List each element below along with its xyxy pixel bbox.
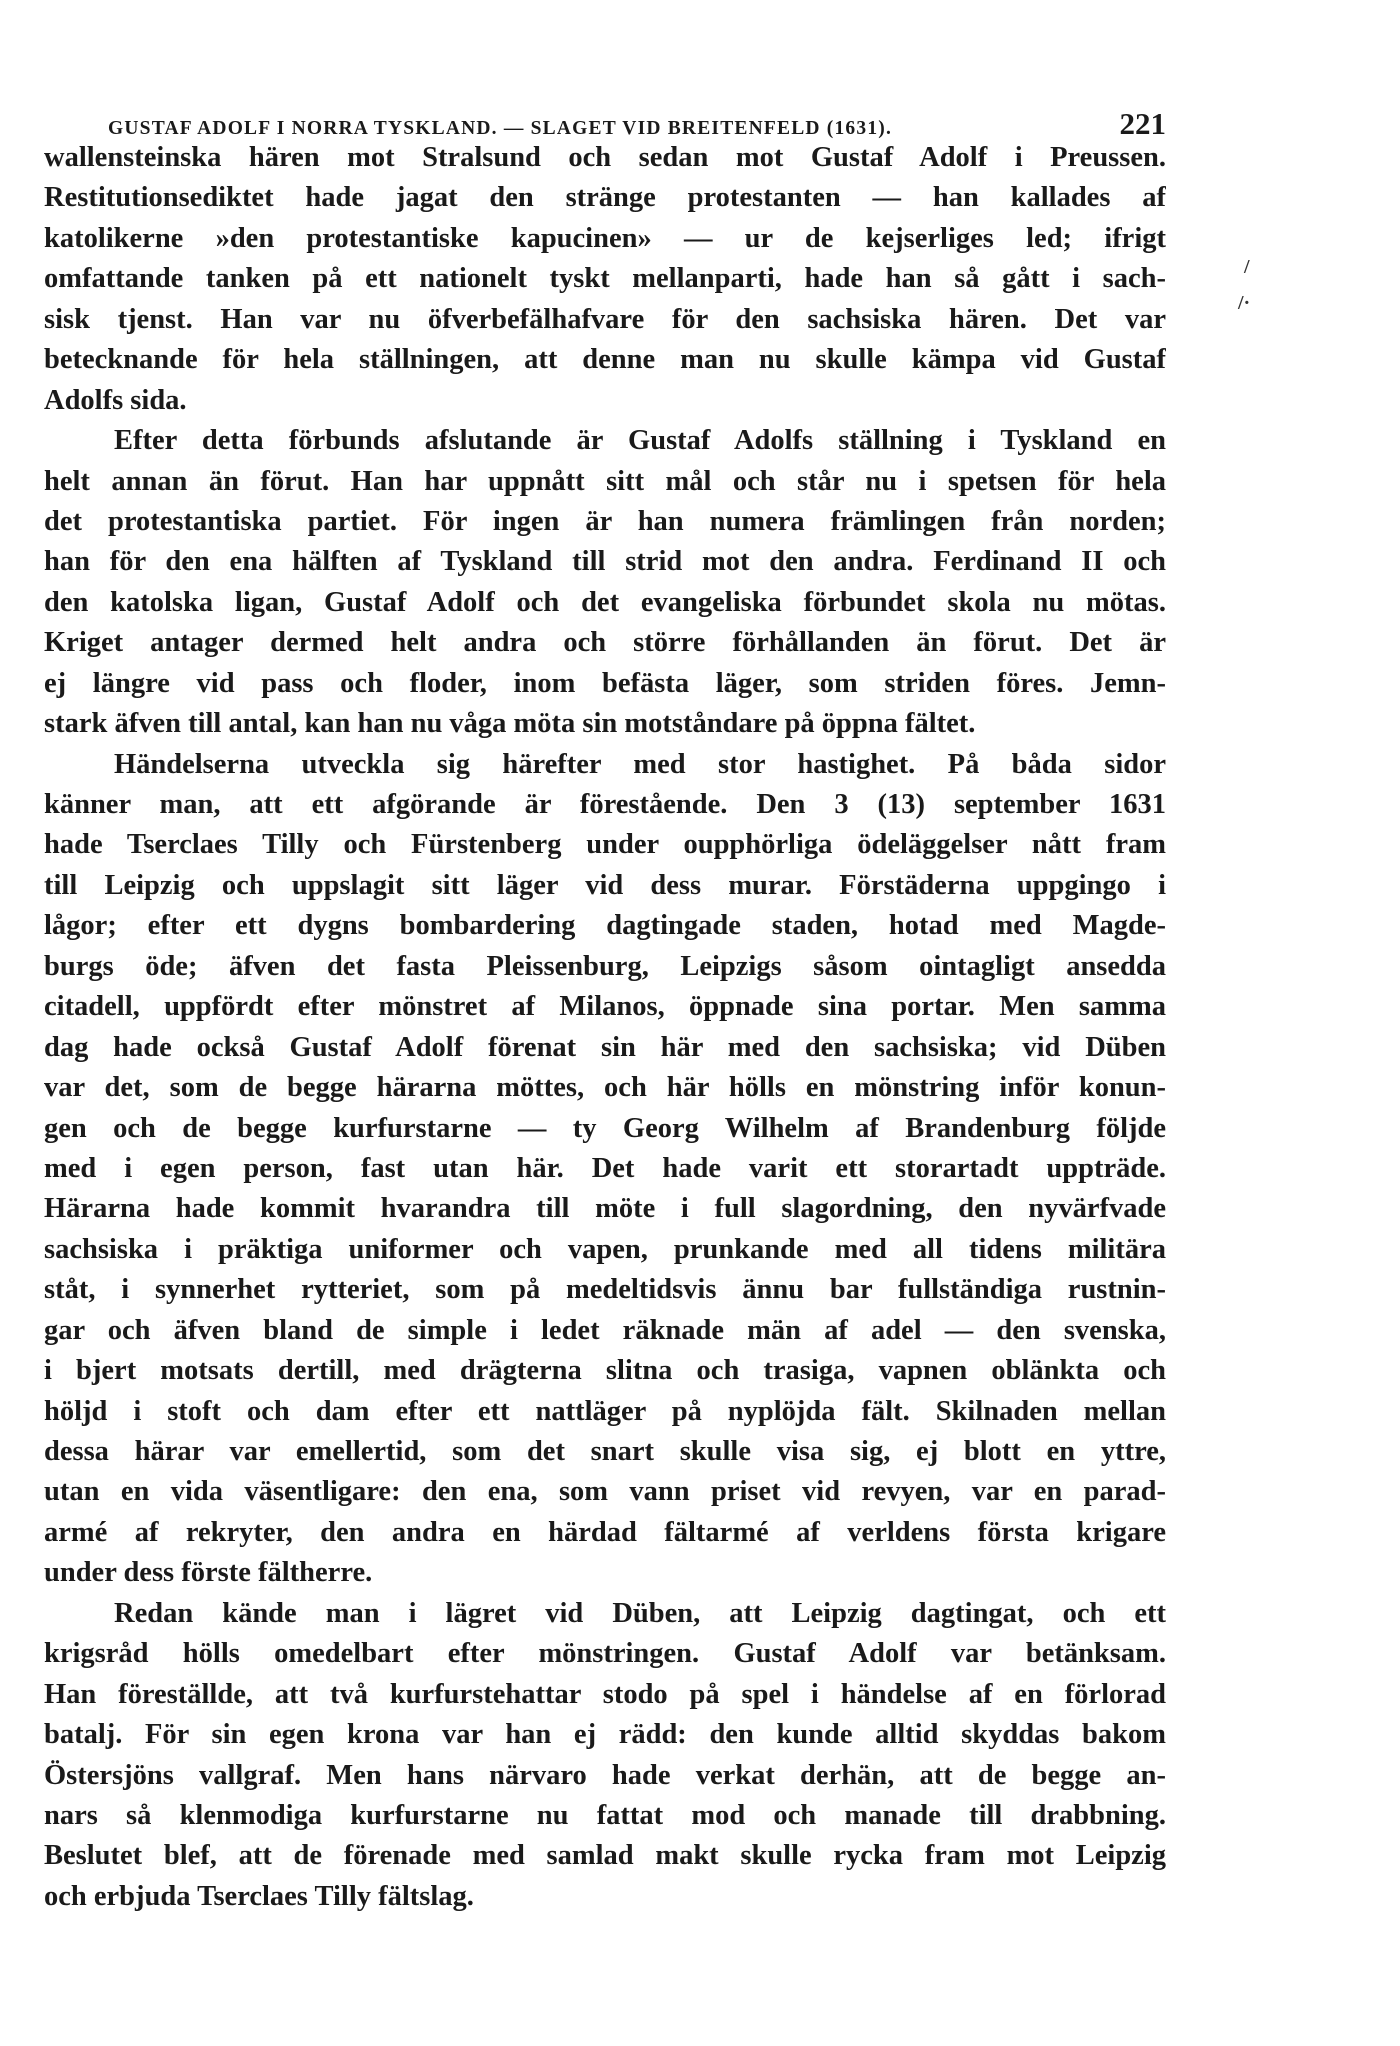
text-line: gen och de begge kurfurstarne — ty Georg Wilhelm af Brandenburg följde [44, 1112, 1166, 1144]
text-line: utan en vida väsentligare: den ena, som vann priset vid revyen, var en parad- [44, 1476, 1166, 1508]
text-line: stark äfven till antal, kan han nu våga möta sin motståndare på öppna fältet. [44, 708, 976, 740]
text-line: armé af rekryter, den andra en härdad fältarmé af verldens första krigare [44, 1516, 1166, 1548]
text-line: höljd i stoft och dam efter ett nattläger på nyplöjda fält. Skilnaden mellan [44, 1395, 1166, 1427]
text-line: Beslutet blef, att de förenade med samlad makt skulle rycka fram mot Leipzig [44, 1840, 1166, 1872]
text-line: batalj. För sin egen krona var han ej rädd: den kunde alltid skyddas bakom [44, 1719, 1166, 1751]
text-line: det protestantiska partiet. För ingen är han numera främlingen från norden; [44, 505, 1166, 537]
paragraph-start-line: Redan kände man i lägret vid Düben, att Leipzig dagtingat, och ett [114, 1597, 1166, 1629]
margin-annotation-mark: /· [1238, 292, 1251, 314]
text-line: känner man, att ett afgörande är förestående. Den 3 (13) september 1631 [44, 789, 1166, 820]
text-line: ståt, i synnerhet rytteriet, som på medeltidsvis ännu bar fullständiga rustnin- [44, 1274, 1166, 1306]
text-line: krigsråd hölls omedelbart efter mönstringen. Gustaf Adolf var betänksam. [44, 1638, 1166, 1670]
text-line: var det, som de begge härarna möttes, och här hölls en mönstring inför konun- [44, 1072, 1166, 1104]
text-line: ej längre vid pass och floder, inom befästa läger, som striden föres. Jemn- [44, 667, 1166, 699]
text-line: Härarna hade kommit hvarandra till möte i full slagordning, den nyvärfvade [44, 1193, 1166, 1225]
text-line: hade Tserclaes Tilly och Fürstenberg under oupphörliga ödeläggelser nått fram [44, 829, 1166, 861]
text-line: Adolfs sida. [44, 384, 187, 416]
text-line: under dess förste fältherre. [44, 1557, 373, 1589]
margin-annotation-mark: / [1244, 256, 1250, 278]
text-line: han för den ena hälften af Tyskland till strid mot den andra. Ferdinand II och [44, 546, 1166, 578]
page-number: 221 [1119, 106, 1166, 141]
text-line: i bjert motsats dertill, med drägterna slitna och trasiga, vapnen oblänkta och [44, 1355, 1166, 1387]
text-line: Östersjöns vallgraf. Men hans närvaro hade verkat derhän, att de begge an- [44, 1759, 1166, 1791]
paragraph-start-line: Händelserna utveckla sig härefter med stor hastighet. På båda sidor [114, 748, 1166, 780]
text-line: omfattande tanken på ett nationelt tyskt mellanparti, hade han så gått i sach- [44, 263, 1166, 295]
text-line: katolikerne »den protestantiske kapucinen» — ur de kejserliges led; ifrigt [44, 222, 1166, 254]
paragraph-start-line: Efter detta förbunds afslutande är Gustaf Adolfs ställning i Tyskland en [114, 425, 1166, 457]
text-line: den katolska ligan, Gustaf Adolf och det evangeliska förbundet skola nu mötas. [44, 586, 1166, 618]
text-line: helt annan än förut. Han har uppnått sitt mål och står nu i spetsen för hela [44, 465, 1166, 497]
text-line: Han föreställde, att två kurfurstehattar stodo på spel i händelse af en förlorad [44, 1678, 1166, 1710]
text-line: burgs öde; äfven det fasta Pleissenburg, Leipzigs såsom ointagligt ansedda [44, 950, 1166, 982]
text-line: citadell, uppfördt efter mönstret af Milanos, öppnade sina portar. Men samma [44, 991, 1166, 1023]
text-line: lågor; efter ett dygns bombardering dagtingade staden, hotad med Magde- [44, 910, 1166, 942]
text-line: dessa härar var emellertid, som det snart skulle visa sig, ej blott en yttre, [44, 1436, 1166, 1467]
running-title: GUSTAF ADOLF I NORRA TYSKLAND. — SLAGET VID BREITENFELD (1631). [108, 118, 893, 139]
text-line: nars så klenmodiga kurfurstarne nu fattat mod och manade till drabbning. [44, 1799, 1166, 1831]
text-line: och erbjuda Tserclaes Tilly fältslag. [44, 1880, 474, 1912]
text-line: till Leipzig och uppslagit sitt läger vid dess murar. Förstäderna uppgingo i [44, 869, 1166, 901]
text-line: sisk tjenst. Han var nu öfverbefälhafvare för den sachsiska hären. Det var [44, 303, 1166, 335]
text-line: wallensteinska hären mot Stralsund och sedan mot Gustaf Adolf i Preussen. [44, 142, 1166, 173]
text-line: sachsiska i präktiga uniformer och vapen, prunkande med all tidens militära [44, 1233, 1166, 1265]
text-line: gar och äfven bland de simple i ledet räknade män af adel — den svenska, [44, 1314, 1166, 1346]
body-text [44, 138, 1166, 1917]
text-line: betecknande för hela ställningen, att denne man nu skulle kämpa vid Gustaf [44, 344, 1166, 376]
text-line: dag hade också Gustaf Adolf förenat sin här med den sachsiska; vid Düben [44, 1031, 1166, 1063]
text-line: Restitutionsediktet hade jagat den stränge protestanten — han kallades af [44, 182, 1166, 214]
text-line: med i egen person, fast utan här. Det hade varit ett storartadt uppträde. [44, 1152, 1166, 1184]
text-line: Kriget antager dermed helt andra och större förhållanden än förut. Det är [44, 627, 1166, 659]
